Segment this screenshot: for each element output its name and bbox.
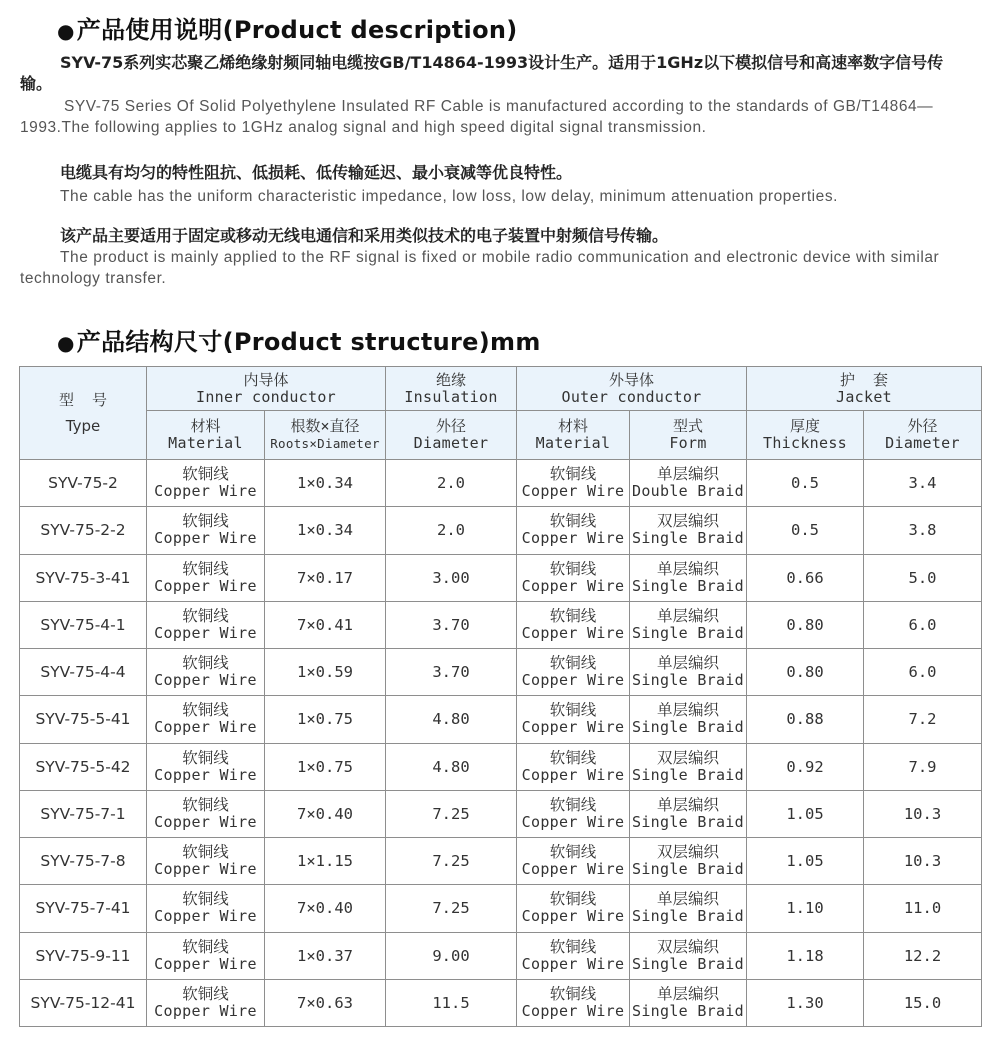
outer-material-cell-cn: 软铜线 [549, 748, 597, 767]
header-material-cn: 材料 [557, 417, 588, 435]
product-structure-table [19, 366, 982, 1027]
form-cell-cn: 单层编织 [656, 465, 719, 484]
type-cell: SYV-75-4-1 [20, 601, 147, 648]
type-cell: SYV-75-7-1 [20, 790, 147, 837]
form-cell-en: Single Braid [632, 1001, 744, 1020]
form-cell [630, 743, 747, 790]
paragraph-1-english: SYV-75 Series Of Solid Polyethylene Insulated RF Cable is manufactured according to the standards of GB/T14864—1993.The following applies to 1GHz analog signal and high speed digital signal transmission. [20, 98, 934, 136]
jacket-diameter-cell: 7.9 [864, 743, 982, 790]
inner-material-cell-en: Copper Wire [154, 1001, 257, 1020]
jacket-diameter-cell: 12.2 [864, 932, 982, 979]
insulation-diameter-cell: 7.25 [386, 790, 517, 837]
inner-material-cell-en: Copper Wire [154, 907, 257, 926]
header-form-cn: 型式 [672, 417, 703, 435]
roots-diameter-cell: 1×0.75 [265, 696, 386, 743]
inner-material-cell-cn: 软铜线 [182, 937, 229, 956]
insulation-diameter-cell: 4.80 [386, 696, 517, 743]
form-cell-en: Single Braid [632, 623, 744, 642]
outer-material-cell-cn: 软铜线 [549, 606, 597, 625]
inner-material-cell-en: Copper Wire [154, 482, 257, 501]
table-row [20, 507, 982, 554]
form-cell-cn: 双层编织 [656, 843, 719, 862]
thickness-cell: 0.92 [747, 743, 864, 790]
form-cell-en: Single Braid [632, 860, 744, 879]
jacket-diameter-cell: 11.0 [864, 885, 982, 932]
form-cell-en: Single Braid [632, 718, 744, 737]
table-row [20, 460, 982, 507]
bullet-icon: ● [57, 331, 75, 355]
outer-material-cell-en: Copper Wire [521, 482, 625, 501]
form-cell [630, 790, 747, 837]
header-insulation [386, 367, 517, 411]
inner-material-cell [147, 460, 265, 507]
type-cell: SYV-75-2-2 [20, 507, 147, 554]
outer-material-cell [517, 696, 630, 743]
header-diameter-en: Diameter [413, 434, 489, 452]
header-outer-en: Outer conductor [561, 387, 702, 406]
header-inner-cn: 内导体 [243, 370, 289, 389]
structure-heading-text: 产品结构尺寸(Product structure)mm [76, 328, 541, 356]
roots-diameter-cell: 7×0.40 [265, 885, 386, 932]
inner-material-cell-en: Copper Wire [154, 954, 257, 973]
form-cell-cn: 双层编织 [656, 748, 719, 767]
roots-diameter-cell: 1×0.34 [265, 460, 386, 507]
inner-material-cell [147, 507, 265, 554]
table-body [20, 460, 982, 1027]
jacket-diameter-cell: 15.0 [864, 979, 982, 1026]
header-thickness-cn: 厚度 [789, 417, 820, 435]
outer-material-cell [517, 601, 630, 648]
insulation-diameter-cell: 3.00 [386, 554, 517, 601]
inner-material-cell-en: Copper Wire [154, 529, 257, 548]
header-jdiameter-cn: 外径 [907, 417, 938, 435]
type-cell: SYV-75-5-42 [20, 743, 147, 790]
inner-material-cell-en: Copper Wire [154, 623, 257, 642]
inner-material-cell-cn: 软铜线 [182, 843, 229, 862]
roots-diameter-cell: 1×0.59 [265, 649, 386, 696]
form-cell [630, 932, 747, 979]
thickness-cell: 0.5 [747, 460, 864, 507]
header-inner-conductor [147, 367, 386, 411]
outer-material-cell-en: Copper Wire [521, 529, 625, 548]
inner-material-cell-en: Copper Wire [154, 860, 257, 879]
form-cell-en: Single Braid [632, 765, 744, 784]
table-row [20, 696, 982, 743]
inner-material-cell [147, 554, 265, 601]
inner-material-cell [147, 601, 265, 648]
form-cell-en: Single Braid [632, 812, 744, 831]
structure-heading [57, 322, 541, 357]
header-type-cn: 型 号 [58, 391, 108, 409]
form-cell [630, 601, 747, 648]
form-cell-cn: 单层编织 [656, 701, 719, 720]
paragraph-2-english: The cable has the uniform characteristic impedance, low loss, low delay, minimum attenuation properties. [60, 188, 839, 205]
table-row [20, 649, 982, 696]
form-cell [630, 460, 747, 507]
insulation-diameter-cell: 2.0 [386, 507, 517, 554]
form-cell-cn: 单层编织 [656, 654, 719, 673]
form-cell-en: Single Braid [632, 954, 744, 973]
jacket-diameter-cell: 6.0 [864, 601, 982, 648]
outer-material-cell [517, 979, 630, 1026]
inner-material-cell-cn: 软铜线 [182, 795, 229, 814]
inner-material-cell-en: Copper Wire [154, 718, 257, 737]
inner-material-cell [147, 696, 265, 743]
table-row [20, 979, 982, 1026]
outer-material-cell [517, 460, 630, 507]
header-form-en: Form [669, 434, 707, 452]
paragraph-3-english: The product is mainly applied to the RF signal is fixed or mobile radio communication and electronic device with similar technology transfer. [20, 249, 940, 287]
outer-material-cell [517, 743, 630, 790]
outer-material-cell-en: Copper Wire [521, 1001, 625, 1020]
roots-diameter-cell: 7×0.41 [265, 601, 386, 648]
jacket-diameter-cell: 10.3 [864, 790, 982, 837]
outer-material-cell-en: Copper Wire [521, 907, 625, 926]
outer-material-cell-cn: 软铜线 [549, 843, 597, 862]
inner-material-cell-en: Copper Wire [154, 765, 257, 784]
inner-material-cell-en: Copper Wire [154, 812, 257, 831]
inner-material-cell-cn: 软铜线 [182, 984, 229, 1003]
header-material-en: Material [168, 434, 243, 452]
header-type-en: Type [65, 417, 101, 435]
form-cell [630, 838, 747, 885]
description-heading [57, 10, 518, 45]
header-diameter-cn: 外径 [435, 417, 466, 435]
header-inner-material [147, 411, 265, 460]
form-cell [630, 979, 747, 1026]
thickness-cell: 1.10 [747, 885, 864, 932]
outer-material-cell-en: Copper Wire [521, 576, 625, 595]
header-inner-en: Inner conductor [196, 387, 336, 406]
inner-material-cell-cn: 软铜线 [182, 748, 229, 767]
insulation-diameter-cell: 7.25 [386, 838, 517, 885]
outer-material-cell-cn: 软铜线 [549, 465, 597, 484]
thickness-cell: 0.80 [747, 601, 864, 648]
thickness-cell: 0.66 [747, 554, 864, 601]
inner-material-cell [147, 979, 265, 1026]
type-cell: SYV-75-7-41 [20, 885, 147, 932]
form-cell-en: Double Braid [632, 482, 744, 501]
thickness-cell: 1.30 [747, 979, 864, 1026]
inner-material-cell [147, 649, 265, 696]
header-thickness-en: Thickness [763, 434, 847, 452]
type-cell: SYV-75-5-41 [20, 696, 147, 743]
paragraph-3-chinese: 该产品主要适用于固定或移动无线电通信和采用类似技术的电子装置中射频信号传输。 [60, 226, 669, 245]
header-type [20, 367, 147, 460]
table-row [20, 885, 982, 932]
header-roots-cn: 根数×直径 [290, 417, 360, 435]
jacket-diameter-cell: 3.4 [864, 460, 982, 507]
outer-material-cell [517, 649, 630, 696]
insulation-diameter-cell: 4.80 [386, 743, 517, 790]
outer-material-cell-en: Copper Wire [521, 860, 625, 879]
thickness-cell: 1.05 [747, 790, 864, 837]
inner-material-cell [147, 932, 265, 979]
form-cell-cn: 单层编织 [656, 890, 719, 909]
bullet-icon: ● [57, 19, 75, 43]
thickness-cell: 1.18 [747, 932, 864, 979]
insulation-diameter-cell: 11.5 [386, 979, 517, 1026]
inner-material-cell [147, 743, 265, 790]
thickness-cell: 1.05 [747, 838, 864, 885]
insulation-diameter-cell: 3.70 [386, 649, 517, 696]
thickness-cell: 0.80 [747, 649, 864, 696]
jacket-diameter-cell: 10.3 [864, 838, 982, 885]
inner-material-cell-cn: 软铜线 [182, 701, 229, 720]
form-cell-cn: 双层编织 [656, 937, 719, 956]
header-outer-conductor [517, 367, 747, 411]
form-cell-cn: 双层编织 [656, 512, 719, 531]
table-row [20, 601, 982, 648]
table-row [20, 932, 982, 979]
outer-material-cell [517, 554, 630, 601]
header-roots-diameter [265, 411, 386, 460]
form-cell-en: Single Braid [632, 907, 744, 926]
paragraph-1-chinese: SYV-75系列实芯聚乙烯绝缘射频同轴电缆按GB/T14864-1993设计生产。适用于1GHz以下模拟信号和高速率数字信号传输。 [20, 53, 944, 93]
outer-material-cell-cn: 软铜线 [549, 937, 597, 956]
form-cell-en: Single Braid [632, 529, 744, 548]
inner-material-cell-cn: 软铜线 [182, 465, 229, 484]
roots-diameter-cell: 7×0.40 [265, 790, 386, 837]
type-cell: SYV-75-3-41 [20, 554, 147, 601]
inner-material-cell-cn: 软铜线 [182, 890, 229, 909]
outer-material-cell-en: Copper Wire [521, 765, 625, 784]
outer-material-cell-cn: 软铜线 [549, 654, 597, 673]
outer-material-cell-en: Copper Wire [521, 623, 625, 642]
header-roots-en: Roots×Diameter [270, 436, 380, 451]
insulation-diameter-cell: 9.00 [386, 932, 517, 979]
header-form [630, 411, 747, 460]
outer-material-cell-en: Copper Wire [521, 812, 625, 831]
header-jdiameter-en: Diameter [885, 434, 960, 452]
outer-material-cell-cn: 软铜线 [549, 890, 597, 909]
outer-material-cell [517, 790, 630, 837]
inner-material-cell [147, 838, 265, 885]
header-jacket-cn: 护 套 [839, 370, 889, 389]
jacket-diameter-cell: 6.0 [864, 649, 982, 696]
roots-diameter-cell: 7×0.63 [265, 979, 386, 1026]
jacket-diameter-cell: 7.2 [864, 696, 982, 743]
form-cell-en: Single Braid [632, 576, 744, 595]
type-cell: SYV-75-4-4 [20, 649, 147, 696]
outer-material-cell-cn: 软铜线 [549, 512, 597, 531]
type-cell: SYV-75-2 [20, 460, 147, 507]
table-row [20, 838, 982, 885]
description-heading-text: 产品使用说明(Product description) [76, 16, 518, 44]
outer-material-cell-en: Copper Wire [521, 954, 625, 973]
form-cell-en: Single Braid [632, 671, 744, 690]
form-cell-cn: 单层编织 [656, 606, 719, 625]
jacket-diameter-cell: 3.8 [864, 507, 982, 554]
form-cell-cn: 单层编织 [656, 984, 719, 1003]
table-row [20, 554, 982, 601]
form-cell [630, 507, 747, 554]
header-material-cn: 材料 [190, 417, 221, 435]
insulation-diameter-cell: 7.25 [386, 885, 517, 932]
outer-material-cell-cn: 软铜线 [549, 559, 597, 578]
header-insulation-en: Insulation [404, 387, 498, 406]
roots-diameter-cell: 1×0.34 [265, 507, 386, 554]
inner-material-cell-cn: 软铜线 [182, 512, 229, 531]
header-jacket-diameter [864, 411, 982, 460]
outer-material-cell-cn: 软铜线 [549, 795, 597, 814]
inner-material-cell [147, 790, 265, 837]
type-cell: SYV-75-12-41 [20, 979, 147, 1026]
form-cell [630, 696, 747, 743]
outer-material-cell-cn: 软铜线 [549, 701, 597, 720]
outer-material-cell [517, 885, 630, 932]
outer-material-cell-en: Copper Wire [521, 718, 625, 737]
header-insulation-diameter [386, 411, 517, 460]
inner-material-cell-cn: 软铜线 [182, 559, 229, 578]
header-insulation-cn: 绝缘 [435, 370, 466, 389]
type-cell: SYV-75-9-11 [20, 932, 147, 979]
outer-material-cell [517, 932, 630, 979]
header-jacket [747, 367, 982, 411]
outer-material-cell-en: Copper Wire [521, 671, 625, 690]
thickness-cell: 0.88 [747, 696, 864, 743]
thickness-cell: 0.5 [747, 507, 864, 554]
form-cell [630, 649, 747, 696]
header-outer-material [517, 411, 630, 460]
outer-material-cell-cn: 软铜线 [549, 984, 597, 1003]
outer-material-cell [517, 507, 630, 554]
inner-material-cell [147, 885, 265, 932]
outer-material-cell [517, 838, 630, 885]
inner-material-cell-en: Copper Wire [154, 671, 257, 690]
form-cell-cn: 单层编织 [656, 559, 719, 578]
inner-material-cell-en: Copper Wire [154, 576, 257, 595]
roots-diameter-cell: 7×0.17 [265, 554, 386, 601]
inner-material-cell-cn: 软铜线 [182, 606, 229, 625]
paragraph-2-chinese: 电缆具有均匀的特性阻抗、低损耗、低传输延迟、最小衰减等优良特性。 [60, 163, 573, 182]
roots-diameter-cell: 1×1.15 [265, 838, 386, 885]
header-outer-cn: 外导体 [608, 370, 654, 389]
insulation-diameter-cell: 2.0 [386, 460, 517, 507]
roots-diameter-cell: 1×0.37 [265, 932, 386, 979]
header-jacket-en: Jacket [836, 387, 892, 406]
header-material-en: Material [535, 434, 611, 452]
inner-material-cell-cn: 软铜线 [182, 654, 229, 673]
type-cell: SYV-75-7-8 [20, 838, 147, 885]
form-cell-cn: 单层编织 [656, 795, 719, 814]
form-cell [630, 885, 747, 932]
jacket-diameter-cell: 5.0 [864, 554, 982, 601]
form-cell [630, 554, 747, 601]
table-row [20, 743, 982, 790]
roots-diameter-cell: 1×0.75 [265, 743, 386, 790]
insulation-diameter-cell: 3.70 [386, 601, 517, 648]
table-row [20, 790, 982, 837]
header-thickness [747, 411, 864, 460]
